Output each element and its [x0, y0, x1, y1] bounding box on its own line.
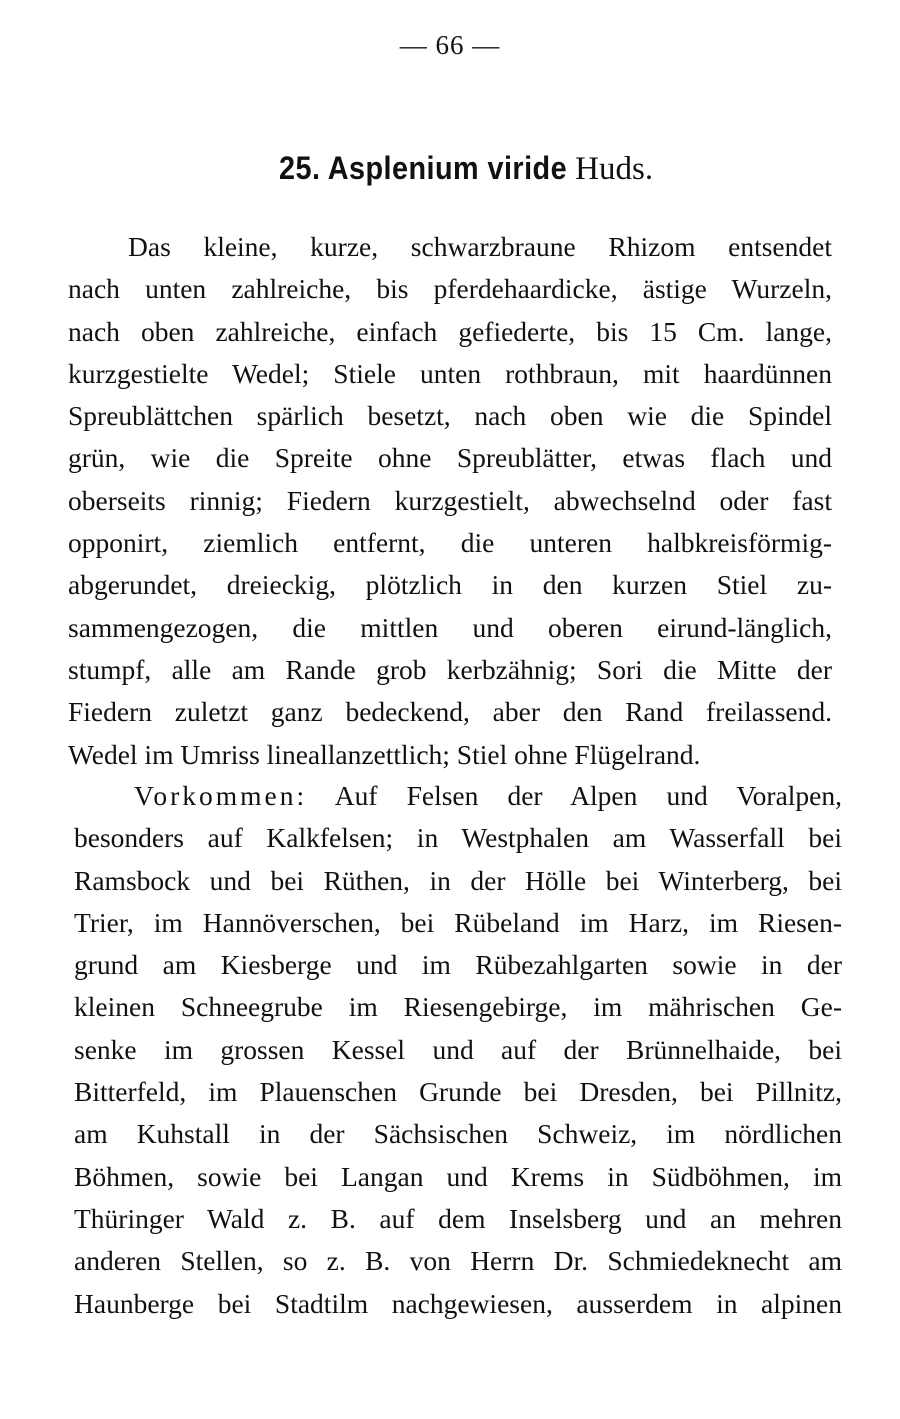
text-line: senke im grossen Kessel und auf der Brünnelhaide, bei — [74, 1033, 842, 1065]
text-line: oberseits rinnig; Fiedern kurzgestielt, abwechselnd oder fast — [68, 484, 832, 516]
text-line: Spreublättchen spärlich besetzt, nach oben wie die Spindel — [68, 400, 832, 432]
text-line: Ramsbock und bei Rüthen, in der Hölle bei Winterberg, bei — [74, 864, 842, 896]
species-heading — [0, 150, 900, 188]
text-line: nach unten zahlreiche, bis pferdehaardicke, ästige Wurzeln, — [68, 273, 832, 305]
text-line: Böhmen, sowie bei Langan und Krems in Südböhmen, im — [74, 1160, 842, 1192]
occurrence-label: Vorkommen: — [134, 780, 308, 811]
text-line: nach oben zahlreiche, einfach gefiederte, bis 15 Cm. lange, — [68, 315, 832, 347]
text-line: Fiedern zuletzt ganz bedeckend, aber den Rand freilassend. — [68, 696, 832, 728]
text-line: kurzgestielte Wedel; Stiele unten rothbraun, mit haardünnen — [68, 357, 832, 389]
description-paragraph — [68, 226, 832, 776]
text-line: Das kleine, kurze, schwarzbraune Rhizom entsendet — [128, 231, 832, 262]
species-number-name: 25. Asplenium viride — [278, 150, 567, 186]
text-line: opponirt, ziemlich entfernt, die unteren halbkreisförmig- — [68, 527, 832, 559]
text-line: stumpf, alle am Rande grob kerbzähnig; Sori die Mitte der — [68, 653, 832, 685]
text-line: Haunberge bei Stadtilm nachgewiesen, ausserdem in alpinen — [74, 1287, 842, 1319]
text-line: Trier, im Hannöverschen, bei Rübeland im Harz, im Riesen- — [74, 906, 842, 938]
text-line: Thüringer Wald z. B. auf dem Inselsberg und an mehren — [74, 1202, 842, 1234]
text-line: besonders auf Kalkfelsen; in Westphalen am Wasserfall bei — [74, 822, 842, 854]
occurrence-first-line — [74, 775, 842, 817]
text-line: anderen Stellen, so z. B. von Herrn Dr. Schmiedeknecht am — [74, 1245, 842, 1277]
text-line: sammengezogen, die mittlen und oberen eirund-länglich, — [68, 611, 832, 643]
text-line: kleinen Schneegrube im Riesengebirge, im mährischen Ge- — [74, 991, 842, 1023]
text-line: abgerundet, dreieckig, plötzlich in den kurzen Stiel zu- — [68, 569, 832, 601]
text-line: Wedel im Umriss lineallanzettlich; Stiel ohne Flügelrand. — [68, 738, 701, 770]
occurrence-paragraph — [74, 775, 842, 1325]
text-line: grund am Kiesberge und im Rübezahlgarten sowie in der — [74, 949, 842, 981]
page-number: — 66 — — [399, 30, 501, 60]
text-line: am Kuhstall in der Sächsischen Schweiz, im nördlichen — [74, 1118, 842, 1150]
occurrence-first-line-text: Auf Felsen der Alpen und Voralpen, — [334, 780, 842, 811]
text-line: Bitterfeld, im Plauenschen Grunde bei Dresden, bei Pillnitz, — [74, 1076, 842, 1108]
text-line: grün, wie die Spreite ohne Spreublätter, etwas flach und — [68, 442, 832, 474]
species-author: Huds. — [575, 151, 654, 187]
